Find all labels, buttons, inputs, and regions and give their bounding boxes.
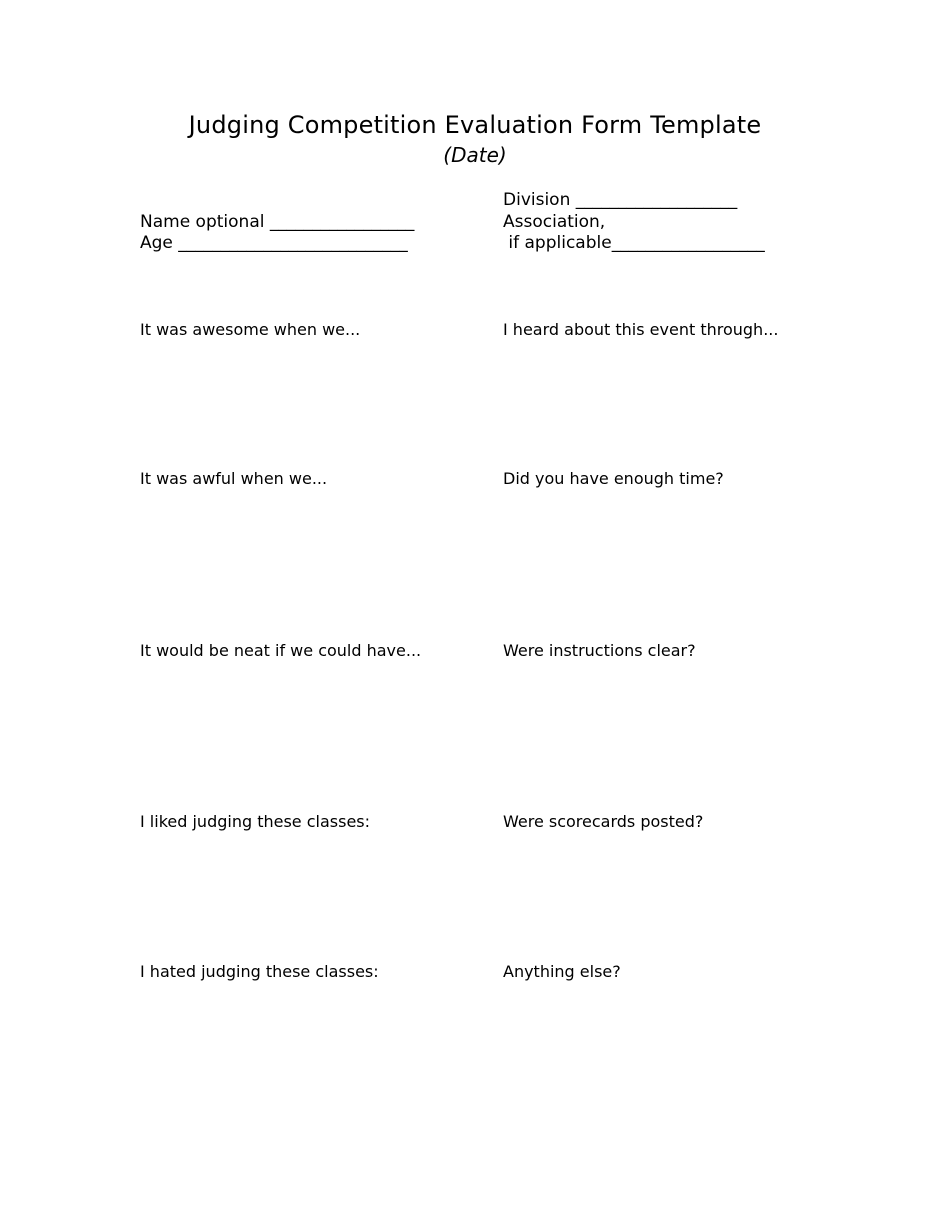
prompt-neat: It would be neat if we could have... (140, 641, 422, 660)
prompt-instructions-clear: Were instructions clear? (503, 641, 696, 660)
prompt-awesome: It was awesome when we... (140, 320, 361, 339)
prompt-heard-about: I heard about this event through... (503, 320, 779, 339)
association-field: if applicable__________________ (503, 233, 765, 253)
prompt-enough-time: Did you have enough time? (503, 469, 724, 488)
prompt-scorecards-posted: Were scorecards posted? (503, 812, 704, 831)
prompt-awful: It was awful when we... (140, 469, 328, 488)
name-field: Name optional _________________ (140, 212, 415, 232)
prompt-hated-classes: I hated judging these classes: (140, 962, 379, 981)
age-field: Age ___________________________ (140, 233, 408, 253)
prompt-anything-else: Anything else? (503, 962, 621, 981)
prompt-liked-classes: I liked judging these classes: (140, 812, 371, 831)
division-field: Division ___________________ (503, 190, 738, 210)
association-label: Association, (503, 212, 606, 232)
form-title: Judging Competition Evaluation Form Template (188, 111, 762, 139)
date-placeholder: (Date) (443, 143, 507, 167)
